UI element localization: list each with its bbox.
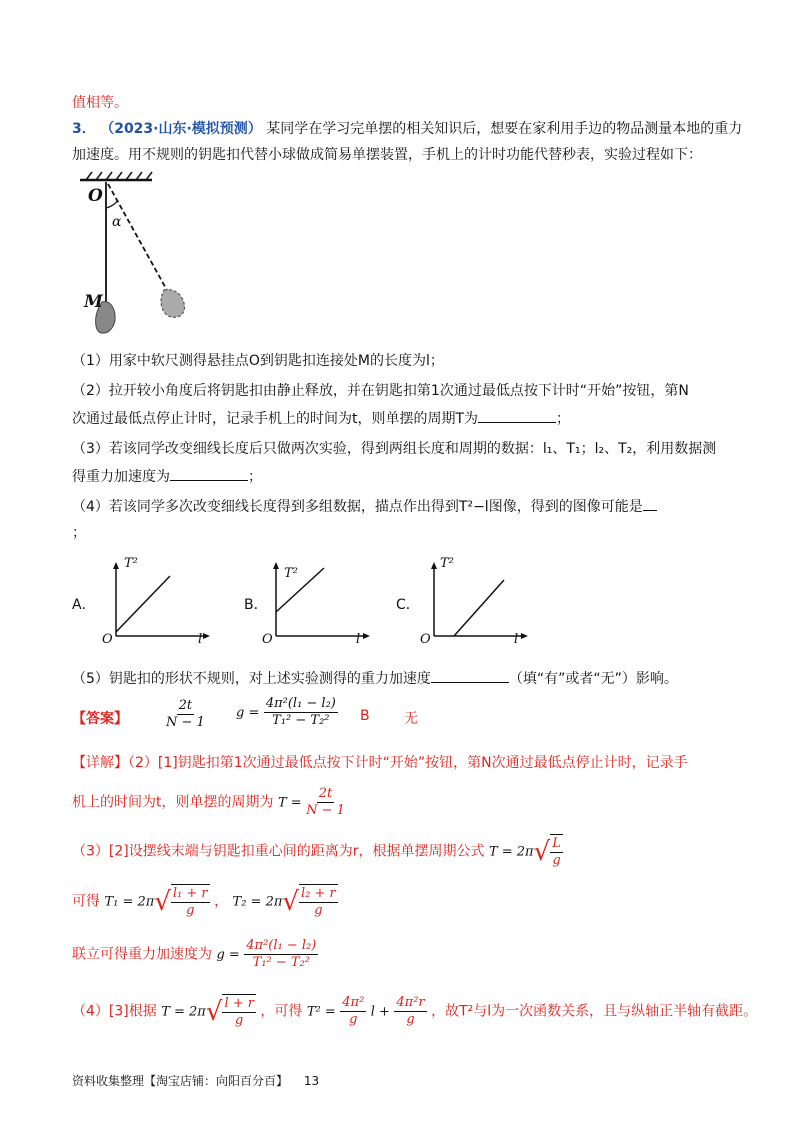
detail-p3-line: （3）[2]设摆线末端与钥匙扣重心间的距离为r，根据单摆周期公式 T = 2π √ $\frac{L}{g}$	[72, 836, 561, 868]
answer-4: 无	[404, 711, 418, 727]
question-number: 3．	[72, 121, 96, 137]
part-2-line1: （2）拉开较小角度后将钥匙扣由静止释放，并在钥匙扣第1次通过最低点按下计时“开始”按钮，第N	[72, 383, 689, 399]
part-4-line1: （4）若该同学多次改变细线长度得到多组数据，描点作出得到T²−l图像，得到的图像可能是	[72, 496, 657, 518]
option-b-origin: O	[262, 632, 273, 647]
label-o: O	[88, 186, 103, 206]
part-5: （5）钥匙扣的形状不规则，对上述实验测得的重力加速度 （填“有”或者“无”）影响。	[72, 668, 678, 690]
question-header	[72, 118, 742, 140]
part-4-line2: ；	[72, 525, 86, 541]
part-3-line2: 得重力加速度为 ；	[72, 466, 262, 488]
answer-2: g = $\frac{\text{4π²(l₁ − l₂)}}{\text{T₁² − T₂²}}$	[236, 696, 336, 728]
string-displaced	[108, 184, 168, 292]
question-stem-line1: 某同学在学习完单摆的相关知识后，想要在家利用手边的物品测量本地的重力	[266, 121, 743, 137]
option-c-x-axis: l	[514, 632, 519, 647]
answer-blank-4	[431, 668, 509, 683]
detail-p2-line1: 【详解】（2）[1]钥匙扣第1次通过最低点按下计时“开始”按钮，第N次通过最低点停止计时，记录手	[72, 755, 688, 771]
answer-blank-3	[643, 496, 657, 511]
detail-p3c-line: 联立可得重力加速度为 g = $\frac{\text{4π²(l₁ − l₂)}}{\text{T₁² − T₂²}}$	[72, 938, 317, 970]
option-a-line	[116, 576, 170, 632]
label-m: M	[84, 292, 103, 312]
page-number: 13	[303, 1074, 320, 1088]
detail-p4-line: （4）[3]根据 T = 2π √ $\frac{l + r}{g}$ ，可得 T² = $\frac{\text{4π²}}{g}$ l + $\frac{\text{4π²r}}{g}$ ，故T²与l为一次函数关系，且与纵轴正半轴有截距。	[72, 995, 758, 1028]
footer	[72, 1072, 319, 1089]
option-a-origin: O	[102, 632, 113, 647]
previous-answer-fragment: 值相等。	[72, 95, 128, 111]
part-1: （1）用家中软尺测得悬挂点O到钥匙扣连接处M的长度为l；	[72, 353, 444, 369]
option-a-label: A．	[72, 597, 96, 613]
option-c-y-axis: T²	[440, 556, 454, 571]
key-fob-displaced	[161, 290, 185, 318]
part-3-line1: （3）若该同学改变细线长度后只做两次实验，得到两组长度和周期的数据：l₁、T₁；l₂、T₂，利用数据测	[72, 441, 717, 457]
answer-blank-2	[170, 466, 248, 481]
footer-text: 资料收集整理【淘宝店铺：向阳百分百】	[72, 1074, 289, 1088]
option-b-x-axis: l	[356, 632, 361, 647]
answer-blank-1	[478, 408, 556, 423]
answer-1: $\frac{2t}{N - 1}$	[166, 698, 205, 730]
question-stem-line2: 加速度。用不规则的钥匙扣代替小球做成简易单摆装置，手机上的计时功能代替秒表，实验过程如下：	[72, 147, 702, 163]
question-source: （2023·山东·模拟预测）	[100, 121, 262, 137]
option-c-line	[454, 580, 504, 636]
option-c-origin: O	[420, 632, 431, 647]
option-a-x-axis: l	[198, 632, 203, 647]
answer-3: B	[360, 708, 370, 724]
label-alpha: α	[112, 214, 122, 230]
angle-arc	[106, 200, 118, 208]
option-b-y-axis: T²	[284, 566, 298, 581]
answer-tag: 【答案】	[72, 711, 128, 727]
detail-p3b-line: 可得 T₁ = 2π √ $\frac{\text{l₁ + r}}{g}$ ， T₂ = 2π √ $\frac{\text{l₂ + r}}{g}$	[72, 886, 336, 918]
part-2-line2: 次通过最低点停止计时，记录手机上的时间为t，则单摆的周期T为 ；	[72, 408, 570, 430]
option-b-label: B．	[244, 597, 268, 613]
detail-p2-line2: 机上的时间为t，则单摆的周期为 T = $\frac{2t}{N - 1}$	[72, 786, 345, 818]
option-a-y-axis: T²	[124, 556, 138, 571]
option-c-label: C．	[396, 597, 420, 613]
